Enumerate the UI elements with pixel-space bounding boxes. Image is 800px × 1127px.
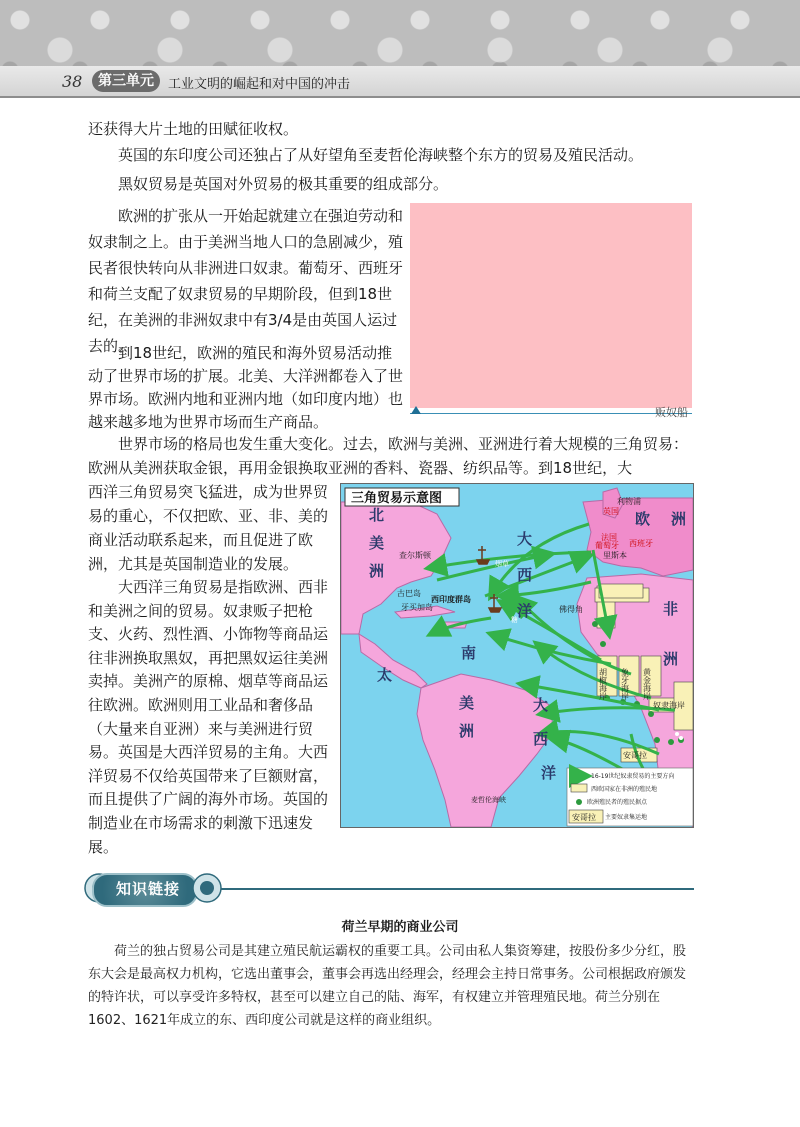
paragraph: 世界市场的格局也发生重大变化。过去，欧洲与美洲、亚洲进行着大规模的三角贸易：欧洲从美洲获取金银，再用金银换取亚洲的香料、瓷器、纺织品等。到18世纪，大 bbox=[88, 435, 689, 477]
caption-divider bbox=[410, 413, 692, 414]
unit-title: 工业文明的崛起和对中国的冲击 bbox=[168, 77, 351, 92]
place-label: 里斯本 bbox=[603, 551, 627, 560]
continent-label: 北 bbox=[369, 506, 385, 524]
place-label: 佛得角 bbox=[559, 605, 583, 614]
place-label: 利物浦 bbox=[617, 497, 641, 506]
colony-dot bbox=[679, 736, 683, 740]
place-label: 安哥拉 bbox=[623, 751, 647, 760]
ocean-label: 西 bbox=[533, 730, 549, 748]
paragraph: 英国的东印度公司还独占了从好望角至麦哲伦海峡整个东方的贸易及殖民活动。 bbox=[118, 146, 644, 164]
paragraph: 西洋三角贸易突飞猛进，成为世界贸易的重心，不仅把欧、亚、非、美的商业活动联系起来，而且促进了欧洲，尤其是英国制造业的发展。 bbox=[88, 483, 329, 573]
ocean-label: 大 bbox=[517, 530, 533, 548]
ocean-label: 西 bbox=[517, 566, 533, 584]
paragraph: 欧洲的扩张从一开始起就建立在强迫劳动和奴隶制之上。由于美洲当地人口的急剧减少，殖民者很快转向从非洲进口奴隶。葡萄牙、西班牙和荷兰支配了奴隶贸易的早期阶段，但到18世纪，在美洲的非洲奴隶中有3/4是由英国人运过去的。 bbox=[88, 207, 404, 355]
place-label: 古巴岛 bbox=[397, 589, 421, 598]
paragraph: 大西洋三角贸易是指欧洲、西非和美洲之间的贸易。奴隶贩子把枪支、火药、烈性酒、小饰物等商品运往非洲换取黑奴，再把黑奴运往美洲卖掉。美洲产的原棉、烟草等商品运往欧洲。欧洲则用工业品和奢侈品（大量来自亚洲）来与美洲进行贸易。英国是大西洋贸易的主角。大西洋贸易不仅给英国带来了巨额财富，而且提供了广阔的海外市场。英国的制造业在市场需求的刺激下迅速发展。 bbox=[88, 578, 329, 856]
slave-ship-photo bbox=[410, 203, 692, 408]
continent-label: 非 bbox=[663, 600, 679, 618]
continent-label: 美 bbox=[459, 694, 475, 712]
goods-label: 糖 bbox=[511, 616, 518, 624]
continent-label: 洲 bbox=[369, 562, 385, 580]
place-label: 西印度群岛 bbox=[431, 595, 471, 604]
place-label: 葡萄牙 bbox=[595, 541, 619, 550]
legend-label: 欧洲殖民者的殖民据点 bbox=[587, 799, 648, 806]
colony-dot bbox=[592, 621, 598, 627]
continent-label: 南 bbox=[461, 644, 477, 662]
continent-label: 欧 bbox=[635, 510, 651, 528]
coast-label: 黄金海岸 bbox=[642, 668, 652, 700]
ocean-label: 大 bbox=[533, 696, 549, 714]
triangle-icon bbox=[411, 406, 421, 414]
paragraph: 还获得大片土地的田赋征收权。 bbox=[88, 120, 299, 138]
knowledge-link-label: 知识链接 bbox=[116, 880, 181, 898]
coast-label: 象牙海岸 bbox=[620, 668, 630, 700]
page-number: 38 bbox=[62, 72, 83, 91]
continent-label: 洲 bbox=[663, 650, 679, 668]
place-label: 法国 bbox=[601, 533, 617, 542]
continent-label: 洲 bbox=[671, 510, 687, 528]
legend-label: 安哥拉 bbox=[572, 813, 596, 822]
colony-dot bbox=[675, 732, 679, 736]
flower-ornament-icon bbox=[190, 871, 224, 905]
colony-legend-swatch bbox=[571, 784, 587, 792]
colony-dot bbox=[648, 711, 654, 717]
ocean-label: 洋 bbox=[541, 764, 557, 782]
place-label: 西班牙 bbox=[629, 539, 653, 548]
colony-dot bbox=[654, 737, 660, 743]
dots-legend-swatch bbox=[576, 799, 582, 805]
ocean-label: 洋 bbox=[517, 602, 533, 620]
map-title: 三角贸易示意图 bbox=[351, 491, 443, 506]
place-label: 奴隶海岸 bbox=[653, 701, 685, 710]
continent-label: 洲 bbox=[459, 722, 475, 740]
legend-label: 主要奴隶集运地 bbox=[605, 814, 648, 821]
colony-dot bbox=[600, 641, 606, 647]
place-label: 英国 bbox=[603, 507, 619, 516]
colony-dot bbox=[668, 739, 674, 745]
paragraph: 黑奴贸易是英国对外贸易的极其重要的组成部分。 bbox=[118, 175, 449, 193]
knowledge-title: 荷兰早期的商业公司 bbox=[341, 920, 459, 935]
triangle-trade-map bbox=[340, 483, 694, 828]
photo-caption: 贩奴船 bbox=[655, 406, 688, 419]
continent-label: 美 bbox=[369, 534, 385, 552]
unit-badge: 第三单元 bbox=[92, 70, 160, 92]
ocean-label: 太 bbox=[377, 666, 393, 684]
paragraph: 到18世纪，欧洲的殖民和海外贸易活动推动了世界市场的扩展。北美、大洋洲都卷入了世界市场。欧洲内地和亚洲内地（如印度内地）也越来越多地为世界市场而生产商品。 bbox=[88, 344, 404, 431]
place-label: 麦哲伦海峡 bbox=[471, 796, 506, 804]
goods-label: 烟草 bbox=[495, 560, 509, 568]
legend-label: 16-19世纪奴隶贸易的主要方向 bbox=[591, 773, 675, 780]
place-label: 查尔斯顿 bbox=[399, 551, 431, 560]
knowledge-body: 荷兰的独占贸易公司是其建立殖民航运霸权的重要工具。公司由私人集资筹建，按股份多少分红，股东大会是最高权力机构，它选出董事会，董事会再选出经理会，经理会主持日常事务。公司根据政府颁发的特许状，可以享受许多特权，甚至可以建立自己的陆、海军，有权建立并管理殖民地。荷兰分别在1602、1621年成立的东、西印度公司就是这样的商业组织。 bbox=[88, 944, 687, 1028]
portugal-box-2 bbox=[599, 584, 643, 598]
place-label: 牙买加岛 bbox=[401, 603, 433, 612]
legend-label: 西欧国家在非洲的殖民地 bbox=[591, 786, 658, 793]
coast-label: 胡椒海岸 bbox=[598, 668, 608, 700]
